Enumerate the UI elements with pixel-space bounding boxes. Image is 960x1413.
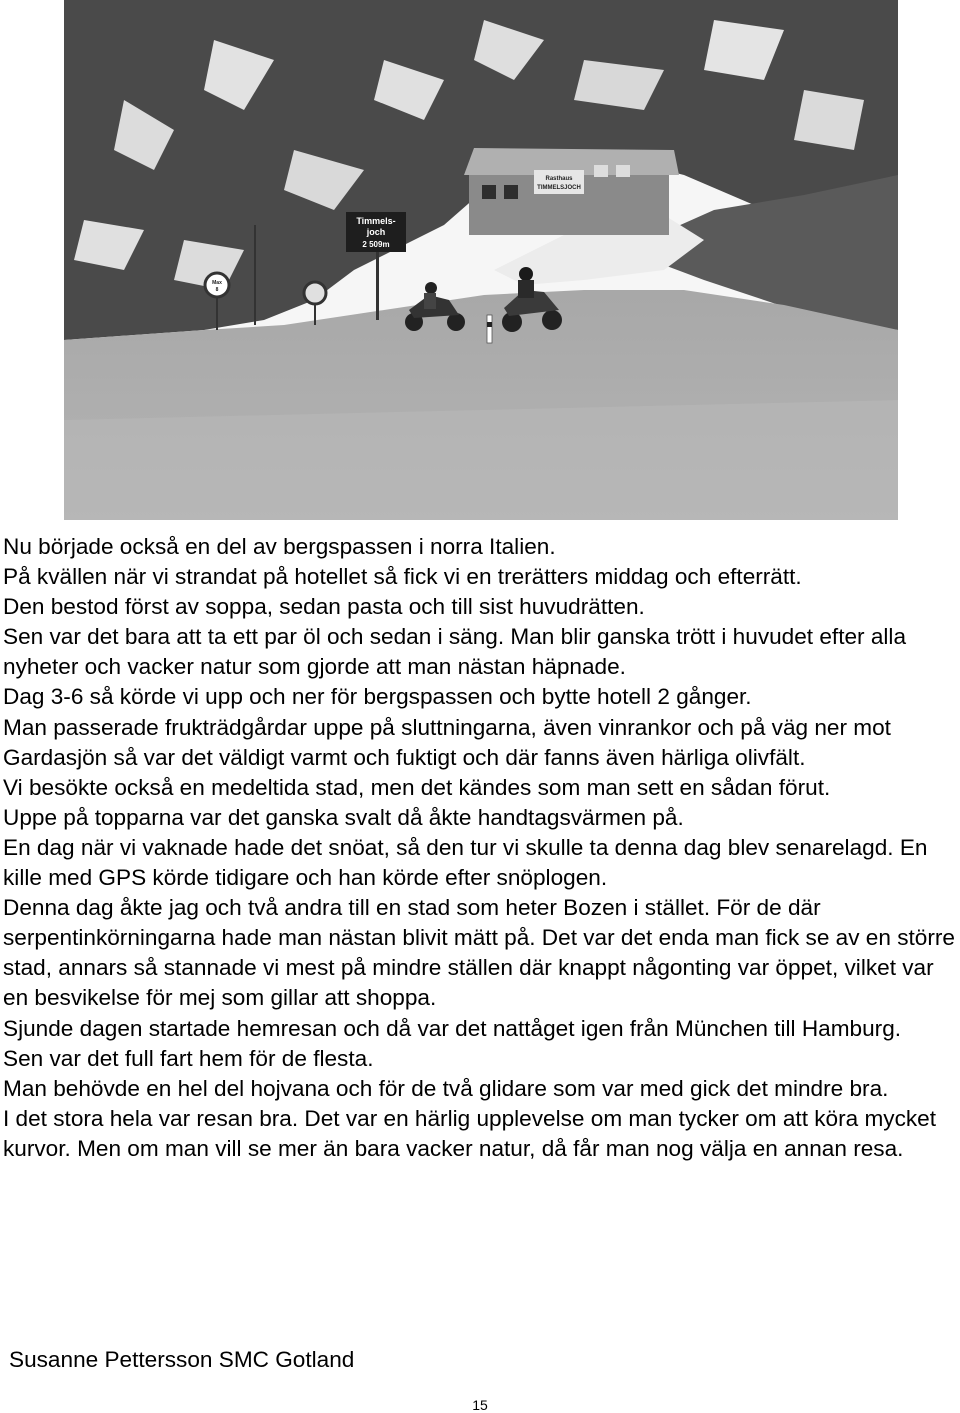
- body-paragraph: Dag 3-6 så körde vi upp och ner för bergspassen och bytte hotell 2 gånger.: [3, 684, 752, 710]
- pass-sign-line3: 2 509m: [362, 240, 390, 249]
- building-sign-line2: TIMMELSJOCH: [537, 185, 581, 191]
- body-paragraph: Sen var det bara att ta ett par öl och sedan i säng. Man blir ganska trött i huvudet efter alla nyheter och vacker natur som gjorde att man nästan häpnade.: [3, 624, 907, 680]
- speed-sign-line1: Max: [212, 280, 222, 286]
- pass-sign-line1: Timmels-: [356, 216, 396, 226]
- body-paragraph: Man behövde en hel del hojvana och för de två glidare som var med gick det mindre bra.: [3, 1075, 889, 1101]
- page-number: 15: [472, 1397, 488, 1413]
- body-paragraph: I det stora hela var resan bra. Det var en härlig upplevelse om man tycker om att köra mycket kurvor. Men om man vill se mer än bara vacker natur, då får man nog välja en annan resa.: [3, 1105, 937, 1161]
- article-body: [3, 532, 960, 1164]
- body-paragraph: Sen var det full fart hem för de flesta.: [3, 1045, 374, 1071]
- author-signature: Susanne Pettersson SMC Gotland: [9, 1347, 355, 1372]
- body-paragraph: Vi besökte också en medeltida stad, men det kändes som man sett en sådan förut.: [3, 774, 831, 800]
- pass-sign-line2: joch: [366, 227, 386, 237]
- body-paragraph: Denna dag åkte jag och två andra till en stad som heter Bozen i stället. För de där serpentinkörningarna hade man nästan blivit mätt på. Det var det enda man fick se av en större stad, annars så stannade vi mest på mindre ställen där knappt någonting var öppet, vilket var en besvikelse för mej som gillar att shoppa.: [3, 895, 955, 1011]
- body-paragraph: En dag när vi vaknade hade det snöat, så den tur vi skulle ta denna dag blev senarelagd. En kille med GPS körde tidigare och han körde efter snöplogen.: [3, 834, 928, 891]
- body-paragraph: Den bestod först av soppa, sedan pasta och till sist huvudrätten.: [3, 594, 645, 620]
- building-sign-line1: Rasthaus: [545, 176, 573, 182]
- body-paragraph: På kvällen när vi strandat på hotellet så fick vi en trerätters middag och efterrätt.: [3, 564, 802, 590]
- body-paragraph: Uppe på topparna var det ganska svalt då åkte handtagsvärmen på.: [3, 804, 684, 830]
- mountain-pass-photo: [64, 0, 898, 520]
- body-paragraph: Sjunde dagen startade hemresan och då var det nattåget igen från München till Hamburg.: [3, 1015, 902, 1041]
- speed-sign-line2: 8: [215, 287, 219, 293]
- body-paragraph: Nu började också en del av bergspassen i norra Italien.: [3, 534, 556, 559]
- body-paragraph: Man passerade frukträdgårdar uppe på sluttningarna, även vinrankor och på väg ner mot Gardasjön så var det väldigt varmt och fuktigt och där fanns även härliga olivfält.: [3, 714, 891, 770]
